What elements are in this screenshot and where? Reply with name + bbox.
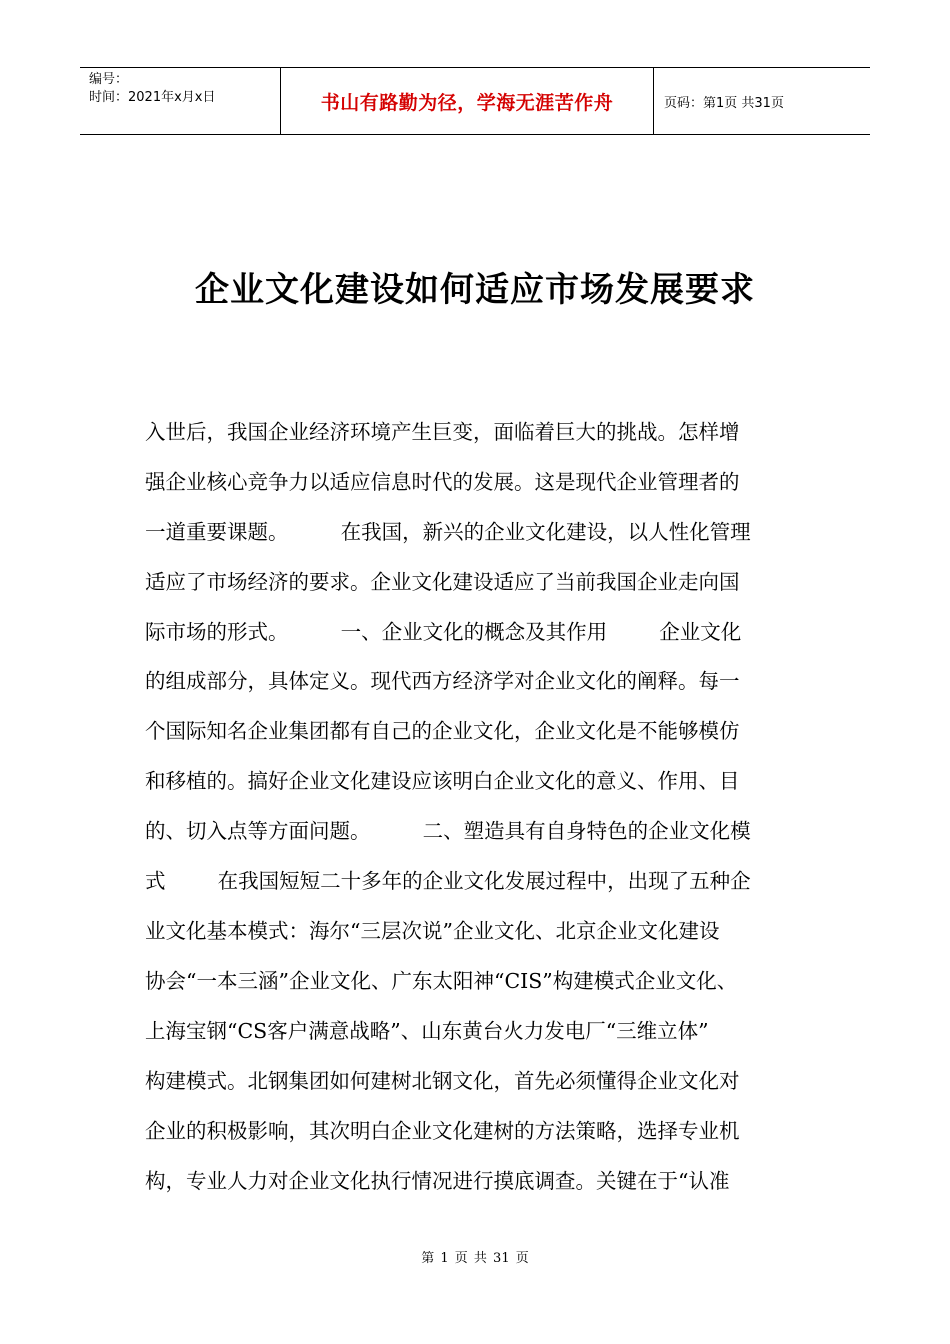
body-line: 上海宝钢“CS客户满意战略”、山东黄台火力发电厂“三维立体” [145, 1019, 709, 1043]
body-line: 协会“一本三涵”企业文化、广东太阳神“CIS”构建模式企业文化、 [145, 969, 738, 993]
body-line: 个国际知名企业集团都有自己的企业文化，企业文化是不能够模仿 [145, 719, 740, 743]
body-line: 构，专业人力对企业文化执行情况进行摸底调查。关键在于“认准 [145, 1169, 730, 1193]
header-meta [80, 68, 281, 134]
body-line: 一道重要课题。 在我国，新兴的企业文化建设，以人性化管理 [145, 520, 751, 544]
header-motto: 书山有路勤为径，学海无涯苦作舟 [281, 68, 654, 134]
body-line: 的组成部分，具体定义。现代西方经济学对企业文化的阐释。每一 [145, 669, 740, 693]
page-footer: 第 1 页 共 31 页 [421, 1251, 529, 1266]
time-label: 时间：2021年x月x日 [89, 90, 216, 105]
body-line: 企业的积极影响，其次明白企业文化建树的方法策略，选择专业机 [145, 1119, 740, 1143]
body-line: 入世后，我国企业经济环境产生巨变，面临着巨大的挑战。怎样增 [145, 420, 740, 444]
body-line: 构建模式。北钢集团如何建树北钢文化，首先必须懂得企业文化对 [145, 1069, 740, 1093]
doc-number-label: 编号： [89, 72, 129, 87]
header-page-info: 页码：第1页 共31页 [664, 95, 784, 111]
body-line: 适应了市场经济的要求。企业文化建设适应了当前我国企业走向国 [145, 570, 740, 594]
document-title: 企业文化建设如何适应市场发展要求 [195, 270, 755, 310]
body-line: 强企业核心竞争力以适应信息时代的发展。这是现代企业管理者的 [145, 470, 740, 494]
body-line: 式 在我国短短二十多年的企业文化发展过程中，出现了五种企 [145, 869, 751, 893]
body-line: 的、切入点等方面问题。 二、塑造具有自身特色的企业文化模 [145, 819, 751, 843]
body-line: 业文化基本模式：海尔“三层次说”企业文化、北京企业文化建设 [145, 919, 720, 943]
body-line: 际市场的形式。 一、企业文化的概念及其作用 企业文化 [145, 620, 742, 644]
page-header [80, 67, 870, 135]
body-line: 和移植的。搞好企业文化建设应该明白企业文化的意义、作用、目 [145, 769, 740, 793]
